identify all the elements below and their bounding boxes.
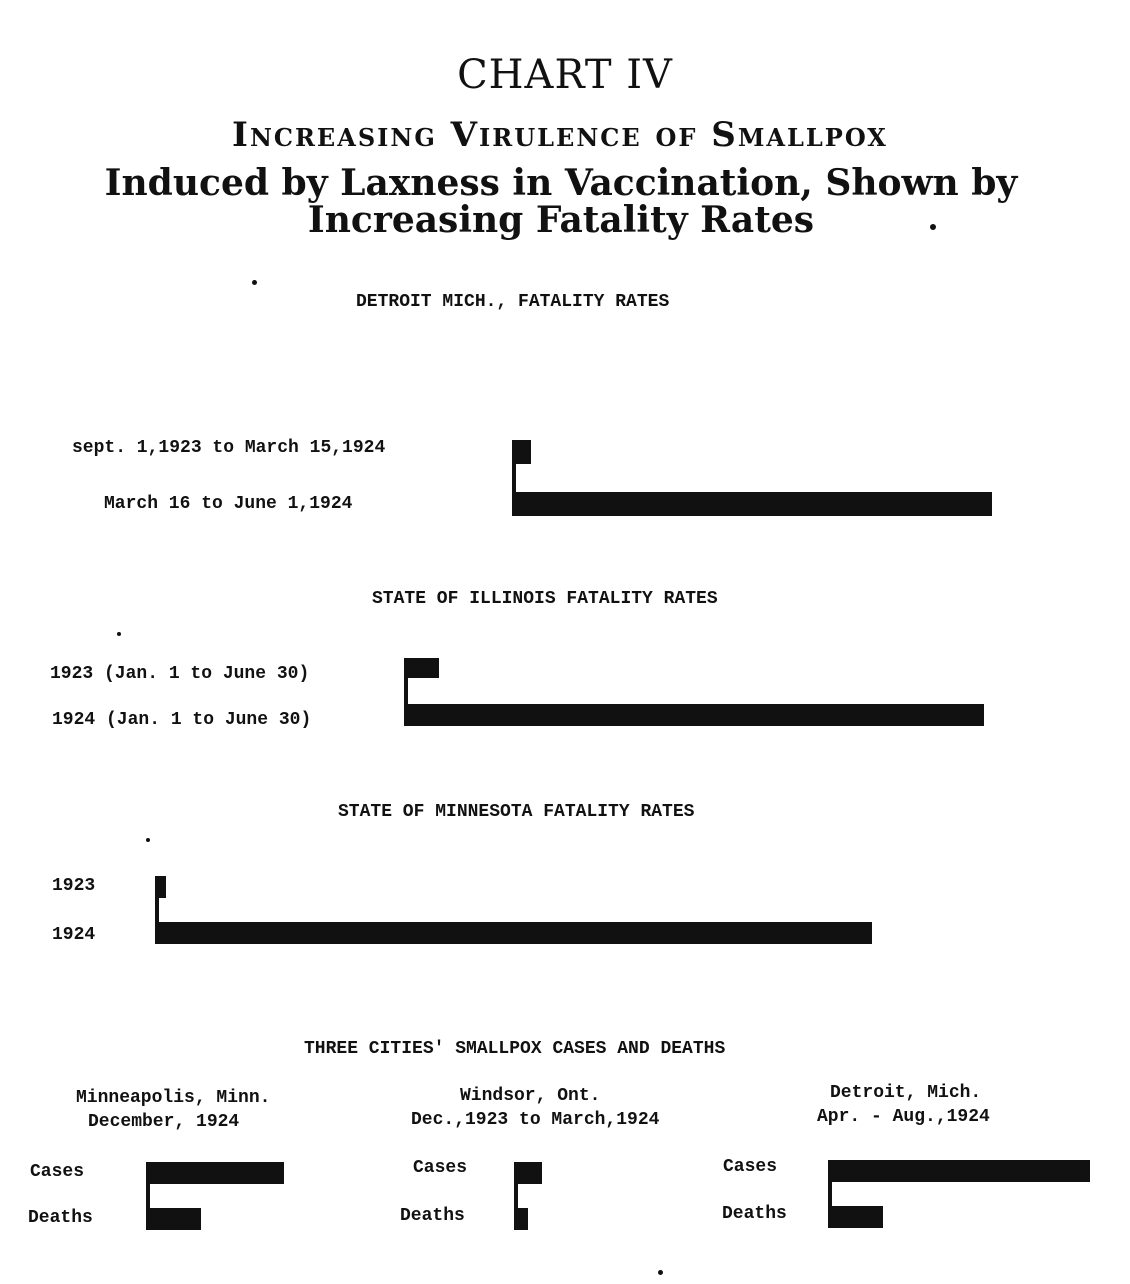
windsor-deaths-bar [514, 1208, 528, 1230]
print-speck [252, 280, 257, 285]
minneapolis-cases-bar [146, 1162, 284, 1184]
detroit-label-1923: sept. 1,1923 to March 15,1924 [72, 438, 386, 458]
chart-subtitle-main: Increasing Virulence of Smallpox [232, 115, 888, 155]
windsor-deaths-label: Deaths [400, 1206, 465, 1226]
windsor-cases-bar [514, 1162, 542, 1184]
minnesota-section-title: STATE OF MINNESOTA FATALITY RATES [338, 802, 695, 822]
minneapolis-deaths-label: Deaths [28, 1208, 93, 1228]
detroit-city-label: Detroit, Mich. [830, 1083, 982, 1103]
windsor-label: Windsor, Ont. [460, 1086, 601, 1106]
minneapolis-deaths-bar [146, 1208, 201, 1230]
minnesota-bar-1924 [155, 922, 872, 944]
detroit-section-title: DETROIT MICH., FATALITY RATES [356, 292, 670, 312]
illinois-bar-1923 [404, 658, 439, 678]
detroit-city-deaths-bar [828, 1206, 883, 1228]
minnesota-label-1923: 1923 [52, 876, 96, 896]
illinois-bar-1924 [404, 704, 984, 726]
minnesota-label-1924: 1924 [52, 925, 96, 945]
illinois-section-title: STATE OF ILLINOIS FATALITY RATES [372, 589, 718, 609]
detroit-city-cases-bar [828, 1160, 1090, 1182]
detroit-city-deaths-label: Deaths [722, 1204, 787, 1224]
print-speck [117, 632, 121, 636]
windsor-period: Dec.,1923 to March,1924 [411, 1110, 660, 1130]
windsor-cases-label: Cases [413, 1158, 468, 1178]
detroit-bar-1923 [512, 440, 531, 464]
minneapolis-period: December, 1924 [88, 1112, 240, 1132]
print-speck [146, 838, 150, 842]
three-cities-section-title: THREE CITIES' SMALLPOX CASES AND DEATHS [304, 1039, 726, 1059]
minneapolis-cases-label: Cases [30, 1162, 85, 1182]
print-speck [658, 1270, 663, 1275]
minneapolis-label: Minneapolis, Minn. [76, 1088, 271, 1108]
print-speck [930, 224, 936, 230]
detroit-label-1924: March 16 to June 1,1924 [104, 494, 353, 514]
chart-subtitle-secondary: Induced by Laxness in Vaccination, Shown by Increasing Fatality Rates [104, 162, 1018, 241]
chart-title: CHART IV [457, 52, 673, 98]
detroit-city-cases-label: Cases [723, 1157, 778, 1177]
detroit-city-period: Apr. - Aug.,1924 [817, 1107, 990, 1127]
illinois-label-1924: 1924 (Jan. 1 to June 30) [52, 710, 312, 730]
minnesota-bar-1923 [155, 876, 166, 898]
detroit-bar-1924 [512, 492, 992, 516]
illinois-label-1923: 1923 (Jan. 1 to June 30) [50, 664, 310, 684]
